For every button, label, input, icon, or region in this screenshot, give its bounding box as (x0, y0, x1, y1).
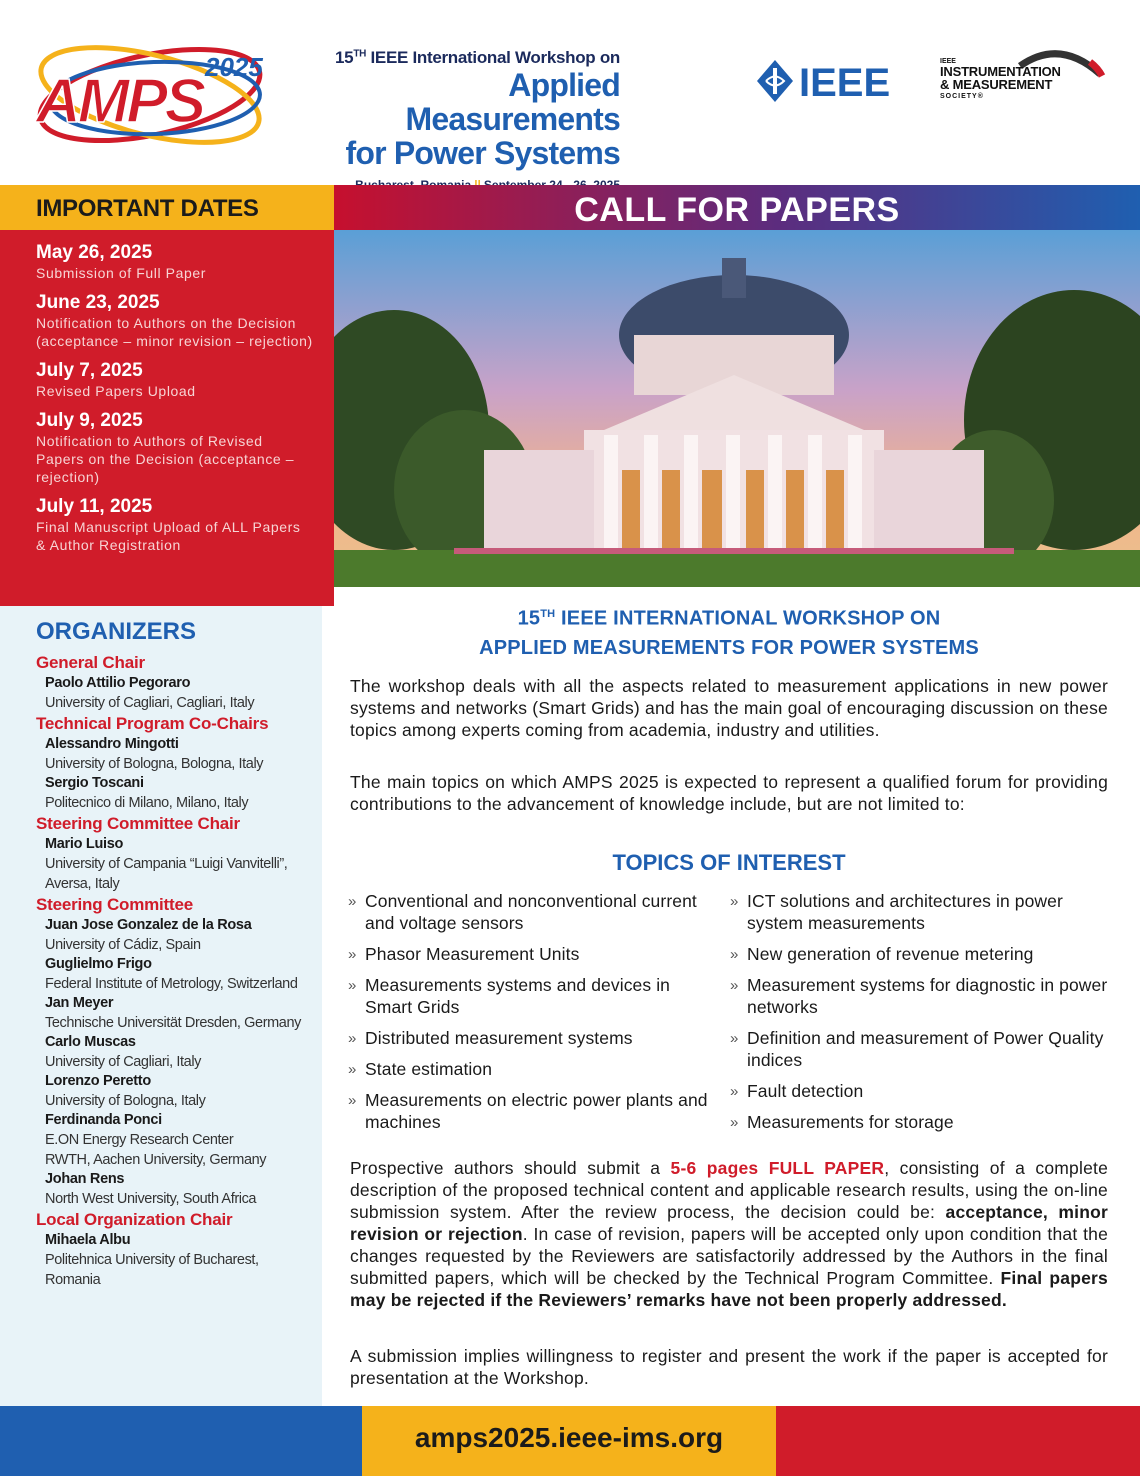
date-description: Revised Papers Upload (36, 383, 196, 399)
bullet-icon: » (348, 1061, 357, 1078)
ims-ieee: IEEE (940, 58, 956, 65)
organizers-title: ORGANIZERS (36, 618, 197, 645)
date-value: May 26, 2025 (36, 242, 153, 263)
bullet-icon: » (730, 977, 739, 994)
topic-item: » Measurements for storage (730, 1112, 954, 1132)
date-description: Final Manuscript Upload of ALL Papers & Author Registration (36, 519, 301, 553)
role-local-chair: Local Organization Chair (36, 1210, 233, 1229)
organizer-name: Mihaela Albu (45, 1232, 131, 1248)
topic-item: » Conventional and nonconventional current and voltage sensors (348, 891, 697, 933)
organizer-name: Guglielmo Frigo (45, 956, 152, 972)
date-value: July 11, 2025 (36, 496, 153, 517)
page-limit: 5-6 pages FULL PAPER (670, 1158, 885, 1178)
organizer-name: Sergio Toscani (45, 775, 144, 791)
topic-item: » ICT solutions and architectures in power system measurements (730, 891, 1063, 933)
organizers-panel (0, 606, 322, 1406)
header (0, 0, 1140, 185)
organizer-affiliation: University of Campania “Luigi Vanvitelli”, Aversa, Italy (45, 856, 288, 892)
organizer-affiliation: University of Bologna, Italy (45, 1093, 206, 1109)
ims-line-1: INSTRUMENTATION (940, 64, 1061, 79)
topic-item: » New generation of revenue metering (730, 944, 1034, 964)
bullet-icon: » (348, 893, 357, 910)
organizer-name: Paolo Attilio Pegoraro (45, 675, 191, 691)
organizer-affiliation: RWTH, Aachen University, Germany (45, 1152, 267, 1168)
organizer-affiliation: E.ON Energy Research Center (45, 1132, 234, 1148)
organizer-name: Ferdinanda Ponci (45, 1112, 162, 1128)
topics-title: TOPICS OF INTEREST (612, 850, 846, 875)
footer-red-band (776, 1406, 1140, 1476)
bullet-icon: » (348, 1092, 357, 1109)
ims-logo (940, 44, 1110, 114)
intro-paragraph: The workshop deals with all the aspects related to measurement applications in new power systems and networks (Smart Grids) and has the main goal of encouraging discussion on these topics among experts coming from academia, industry and utilities. (350, 676, 1108, 740)
organizer-affiliation: University of Bologna, Bologna, Italy (45, 756, 264, 772)
important-dates-title: IMPORTANT DATES (36, 195, 259, 222)
topic-item: » State estimation (348, 1059, 493, 1079)
ims-society: SOCIETY® (940, 93, 984, 100)
ieee-logo (755, 58, 915, 104)
topic-item: » Measurements on electric power plants and machines (348, 1090, 708, 1132)
organizer-name: Carlo Muscas (45, 1034, 136, 1050)
role-general-chair: General Chair (36, 653, 145, 672)
role-steering-chair: Steering Committee Chair (36, 814, 240, 833)
workshop-title-line-2: APPLIED MEASUREMENTS FOR POWER SYSTEMS (479, 636, 979, 659)
bullet-icon: » (348, 977, 357, 994)
organizer-name: Mario Luiso (45, 836, 124, 852)
topics-list-right (730, 890, 1120, 1142)
workshop-title-line-1: 15TH IEEE INTERNATIONAL WORKSHOP ON (517, 607, 941, 630)
topics-intro-paragraph: The main topics on which AMPS 2025 is expected to represent a qualified forum for providing contributions to the advancement of knowledge include, but are not limited to: (350, 772, 1108, 814)
title-line-2: for Power Systems (345, 135, 620, 171)
topic-item: » Distributed measurement systems (348, 1028, 633, 1048)
ieee-wordmark: IEEE (799, 61, 891, 104)
important-dates-list (0, 230, 334, 606)
organizer-name: Juan Jose Gonzalez de la Rosa (45, 917, 252, 933)
call-for-papers-title: CALL FOR PAPERS (574, 191, 900, 229)
date-item (36, 360, 314, 400)
date-item (36, 242, 314, 282)
bullet-icon: » (730, 893, 739, 910)
date-description: Notification to Authors of Revised Papers on the Decision (acceptance – rejection) (36, 433, 295, 485)
date-description: Notification to Authors on the Decision (acceptance – minor revision – rejection) (36, 315, 313, 349)
logo-year: 2025 (205, 52, 263, 82)
organizer-affiliation: University of Cádiz, Spain (45, 937, 201, 953)
bullet-icon: » (348, 1030, 357, 1047)
organizer-name: Lorenzo Peretto (45, 1073, 151, 1089)
organizer-affiliation: Politehnica University of Bucharest, Romania (45, 1252, 259, 1288)
topic-item: » Measurements systems and devices in Smart Grids (348, 975, 671, 1017)
date-description: Submission of Full Paper (36, 265, 207, 281)
website-link[interactable]: amps2025.ieee-ims.org (414, 1422, 724, 1453)
topic-item: » Phasor Measurement Units (348, 944, 580, 964)
registration-paragraph: A submission implies willingness to register and present the work if the paper is accepted for presentation at the Workshop. (350, 1346, 1108, 1388)
bullet-icon: » (730, 1114, 739, 1131)
organizer-affiliation: Federal Institute of Metrology, Switzerland (45, 976, 298, 992)
role-steering-committee: Steering Committee (36, 895, 193, 914)
amps-logo (30, 40, 290, 150)
bullet-icon: » (730, 1030, 739, 1047)
ims-line-2: & MEASUREMENT (940, 77, 1053, 92)
organizer-name: Alessandro Mingotti (45, 736, 179, 752)
date-value: July 7, 2025 (36, 360, 143, 381)
topic-item: » Measurement systems for diagnostic in power networks (730, 975, 1108, 1017)
date-item (36, 410, 314, 486)
edition-line: 15TH IEEE International Workshop on (335, 48, 620, 67)
date-item (36, 292, 314, 350)
organizer-affiliation: Politecnico di Milano, Milano, Italy (45, 795, 249, 811)
organizer-affiliation: University of Cagliari, Cagliari, Italy (45, 695, 255, 711)
header-titles (290, 48, 620, 192)
logo-name: AMPS (36, 67, 204, 136)
call-for-papers-banner (334, 185, 1140, 230)
footer-blue-band (0, 1406, 362, 1476)
workshop-title (334, 600, 1124, 663)
footer (0, 1406, 1140, 1476)
organizer-affiliation: University of Cagliari, Italy (45, 1054, 202, 1070)
topic-item: » Fault detection (730, 1081, 864, 1101)
bullet-icon: » (348, 946, 357, 963)
important-dates-header (0, 185, 334, 230)
date-item (36, 496, 314, 554)
organizer-affiliation: North West University, South Africa (45, 1191, 257, 1207)
topic-item: » Definition and measurement of Power Quality indices (730, 1028, 1104, 1070)
role-tpc-chairs: Technical Program Co-Chairs (36, 714, 269, 733)
organizer-name: Johan Rens (45, 1171, 125, 1187)
organizer-affiliation: Technische Universität Dresden, Germany (45, 1015, 301, 1031)
athenaeum-photo (334, 230, 1140, 587)
title-line-1: Applied Measurements (405, 67, 620, 137)
bullet-icon: » (730, 1083, 739, 1100)
date-value: June 23, 2025 (36, 292, 160, 313)
date-value: July 9, 2025 (36, 410, 143, 431)
organizer-name: Jan Meyer (45, 995, 114, 1011)
topics-list-left (348, 890, 718, 1142)
bullet-icon: » (730, 946, 739, 963)
submission-paragraph: Prospective authors should submit a 5-6 pages FULL PAPER, consisting of a complete description of the proposed technical content and applicable research results, using the on-line submission system. After the review process, the decision could be: acceptance, minor revision or rejection. In case of revision, papers will be accepted only upon condition that the changes requested by the Reviewers are satisfactorily addressed by the Authors in the final submitted papers, which will be checked by the Technical Program Committee. Final papers may be rejected if the Reviewers’ remarks have not been properly addressed. (350, 1158, 1109, 1310)
